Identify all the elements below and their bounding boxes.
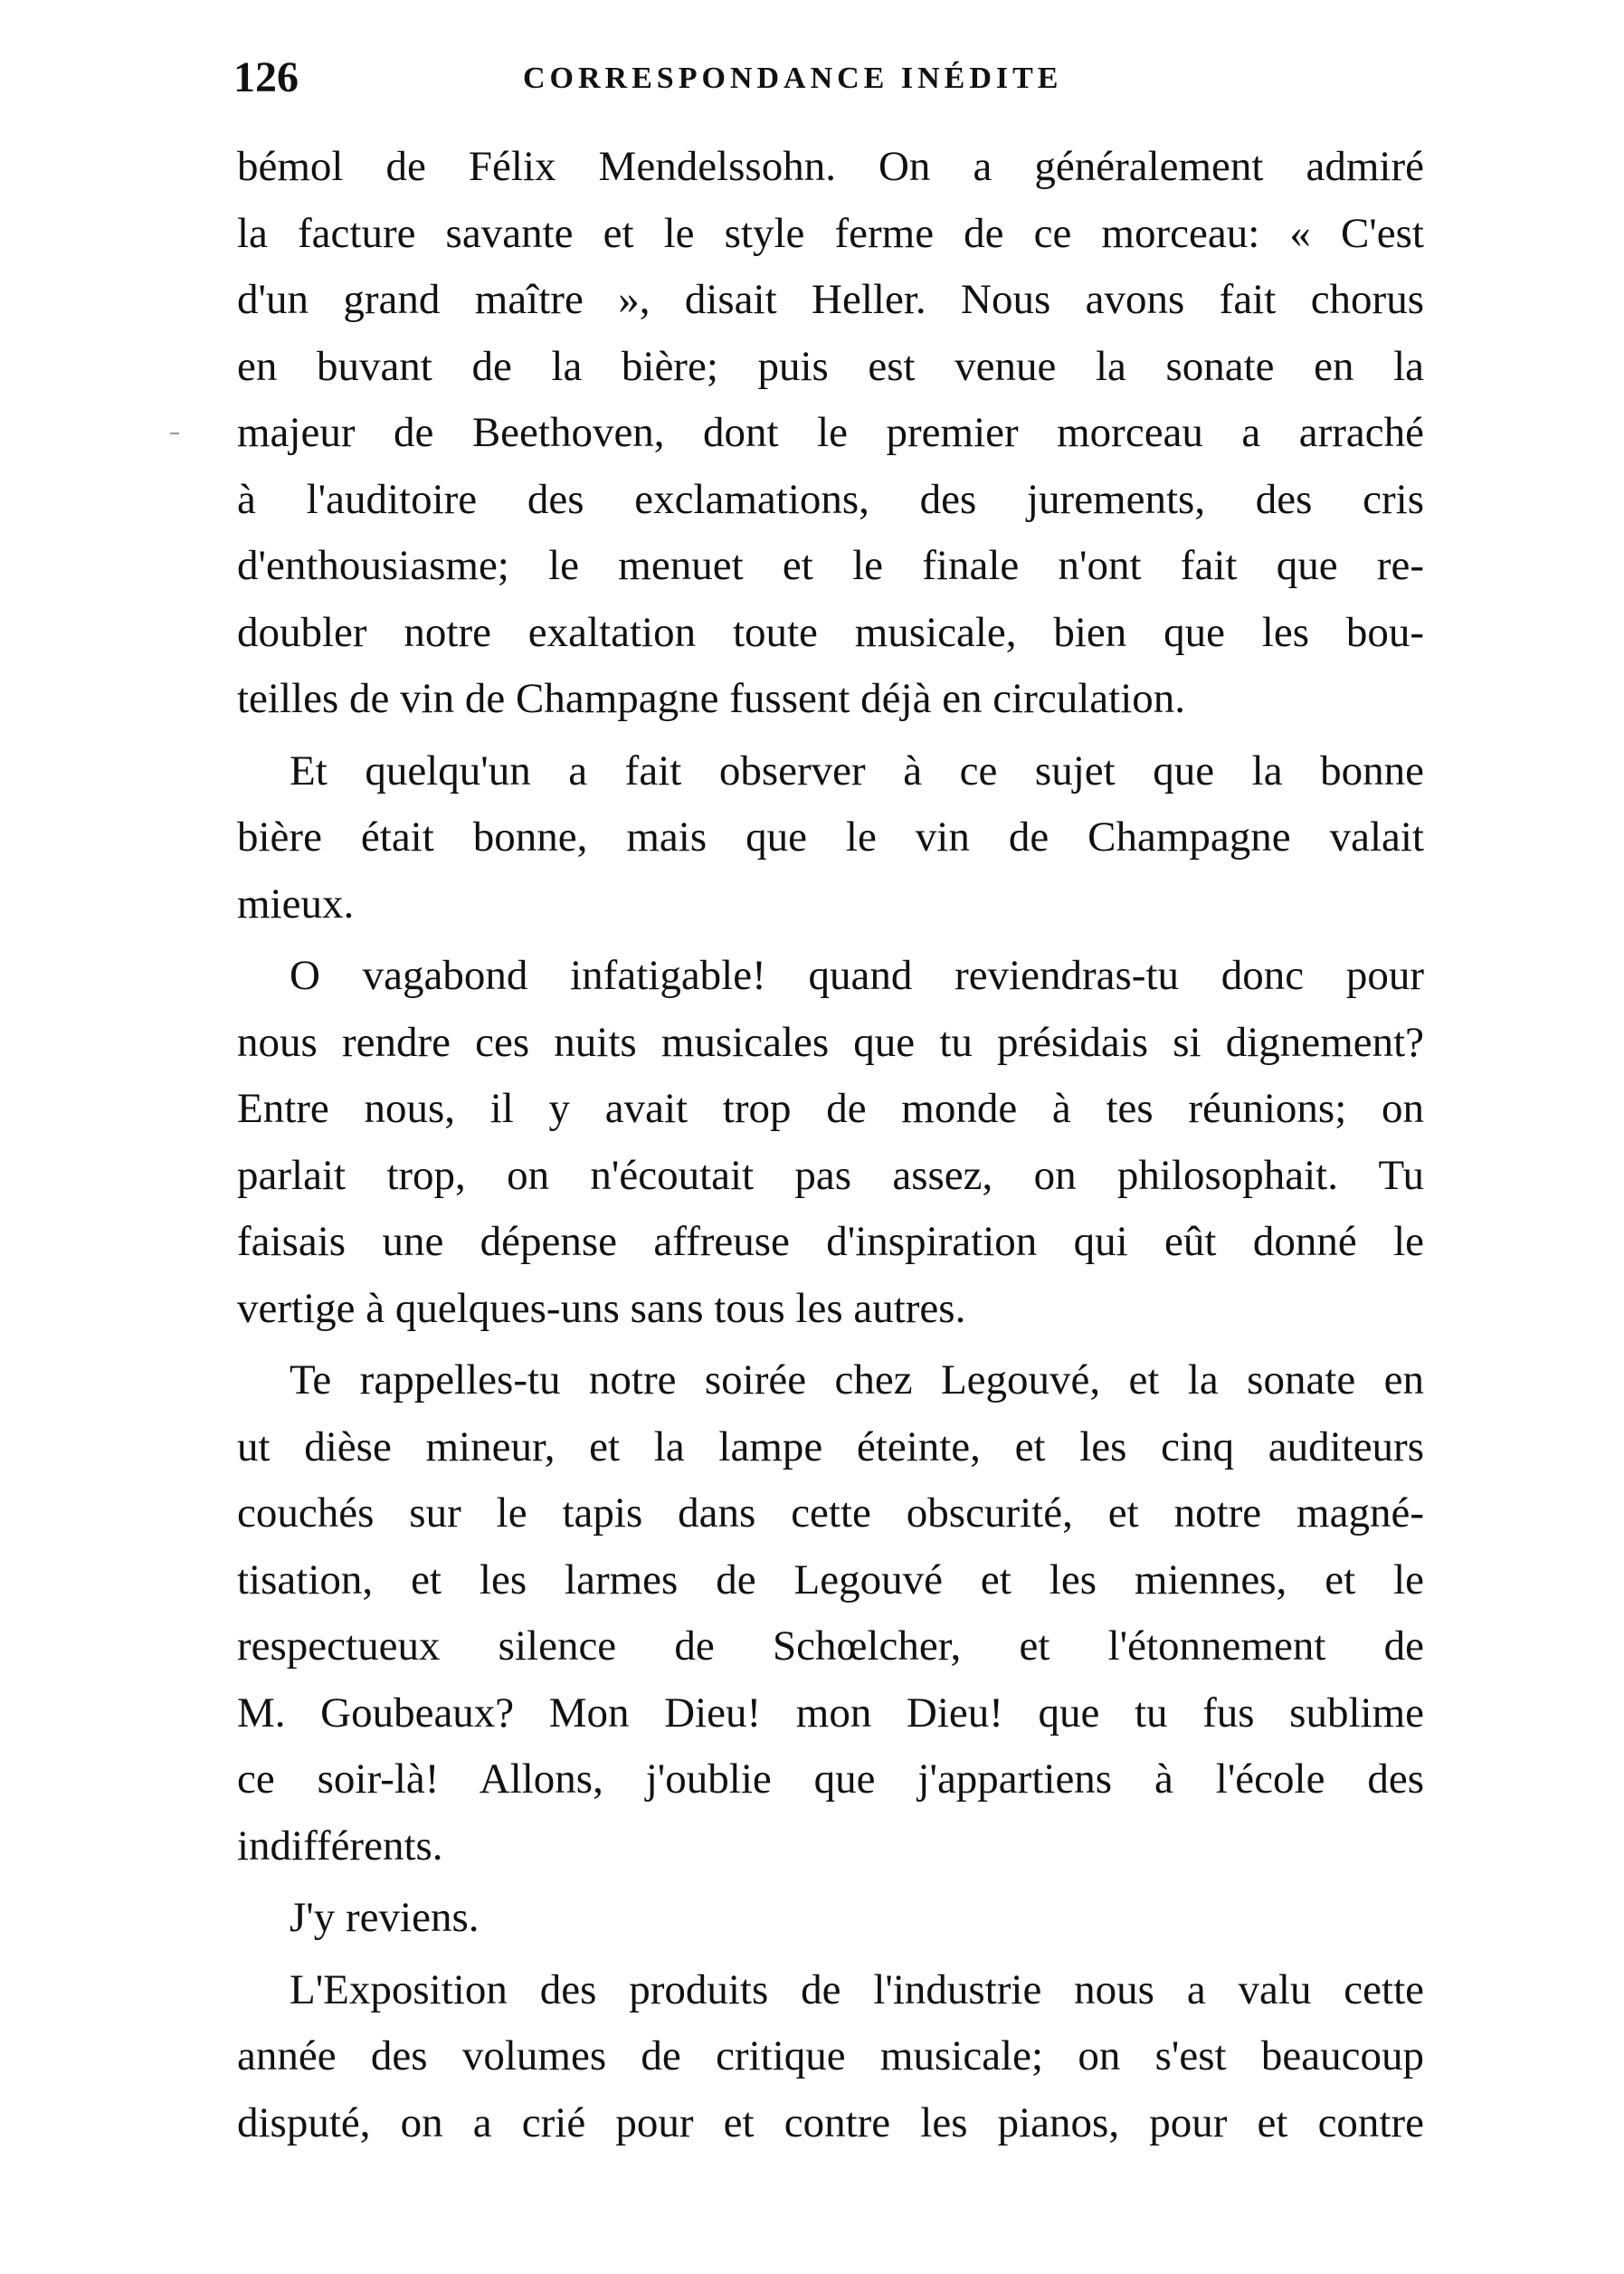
text-line: O vagabond infatigable! quand reviendras-tu donc pour <box>290 952 1424 999</box>
text-line: respectueux silence de Schœlcher, et l'étonnement de <box>237 1622 1424 1670</box>
text-line: Te rappelles-tu notre soirée chez Legouvé, et la sonate en <box>290 1356 1424 1403</box>
paragraph-3 <box>237 943 1424 1342</box>
page-header <box>233 52 1423 107</box>
text-line: d'un grand maître », disait Heller. Nous avons fait chorus <box>237 276 1424 323</box>
paragraph-5 <box>237 1885 1424 1952</box>
text-line: à l'auditoire des exclamations, des jurements, des cris <box>237 475 1424 523</box>
text-line: d'enthousiasme; le menuet et le finale n'ont fait que re- <box>237 542 1424 589</box>
text-line: couchés sur le tapis dans cette obscurité, et notre magné- <box>237 1489 1424 1537</box>
text-line: disputé, on a crié pour et contre les pianos, pour et contre <box>237 2098 1424 2146</box>
text-line: bémol de Félix Mendelssohn. On a généralement admiré <box>237 143 1424 190</box>
body-text <box>237 134 1424 2156</box>
text-line: bière était bonne, mais que le vin de Champagne valait <box>237 814 1424 861</box>
text-line: en buvant de la bière; puis est venue la sonate en la <box>237 342 1424 390</box>
page-number: 126 <box>233 53 299 101</box>
text-line: mieux. <box>237 880 355 928</box>
running-head: CORRESPONDANCE INÉDITE <box>523 62 1063 95</box>
text-line: Entre nous, il y avait trop de monde à tes réunions; on <box>237 1085 1424 1132</box>
text-line: ce soir-là! Allons, j'oublie que j'appartiens à l'école des <box>237 1755 1424 1803</box>
text-line: la facture savante et le style ferme de ce morceau: « C'est <box>237 209 1424 257</box>
text-line: faisais une dépense affreuse d'inspiration qui eût donné le <box>237 1218 1424 1265</box>
margin-mark <box>170 433 179 434</box>
text-line: L'Exposition des produits de l'industrie nous a valu cette <box>290 1965 1424 2013</box>
text-line: J'y reviens. <box>290 1894 480 1941</box>
text-line: parlait trop, on n'écoutait pas assez, on philosophait. Tu <box>237 1151 1424 1199</box>
paragraph-6 <box>237 1957 1424 2157</box>
text-line: vertige à quelques-uns sans tous les autres. <box>237 1284 966 1332</box>
text-line: M. Goubeaux? Mon Dieu! mon Dieu! que tu fus sublime <box>237 1689 1424 1736</box>
text-line: indifférents. <box>237 1822 443 1870</box>
text-line: majeur de Beethoven, dont le premier morceau a arraché <box>237 409 1424 456</box>
paragraph-1 <box>237 134 1424 733</box>
text-line: doubler notre exaltation toute musicale, bien que les bou- <box>237 608 1424 656</box>
text-line: tisation, et les larmes de Legouvé et les miennes, et le <box>237 1556 1424 1603</box>
paragraph-4 <box>237 1347 1424 1879</box>
text-line: année des volumes de critique musicale; on s'est beaucoup <box>237 2032 1424 2079</box>
text-line: nous rendre ces nuits musicales que tu présidais si dignement? <box>237 1018 1424 1066</box>
text-line: ut dièse mineur, et la lampe éteinte, et les cinq auditeurs <box>237 1422 1424 1470</box>
paragraph-2 <box>237 738 1424 938</box>
text-line: Et quelqu'un a fait observer à ce sujet que la bonne <box>290 747 1424 794</box>
text-line: teilles de vin de Champagne fussent déjà en circulation. <box>237 675 1186 722</box>
